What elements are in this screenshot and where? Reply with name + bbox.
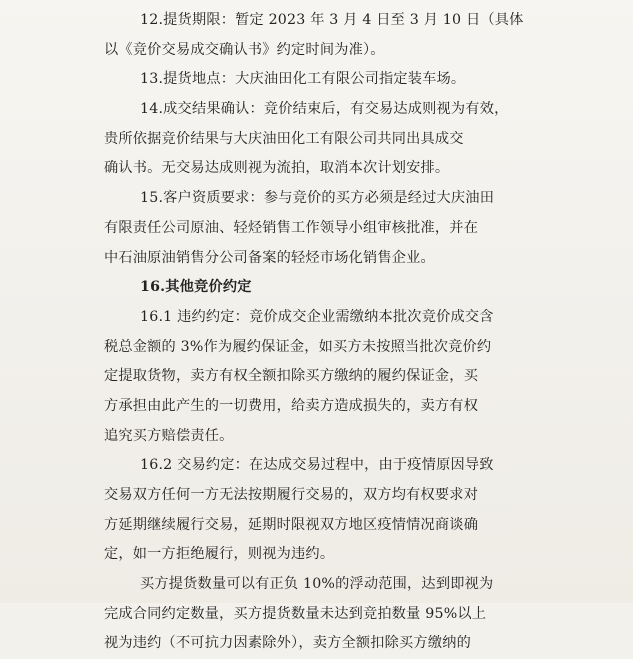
text-line: 贵所依据竞价结果与大庆油田化工有限公司共同出具成交 <box>104 130 464 147</box>
text-line: 16.2 交易约定：在达成交易过程中，由于疫情原因导致 <box>140 457 494 474</box>
text-line: 视为违约（不可抗力因素除外），卖方全额扣除买方缴纳的 <box>104 635 471 652</box>
text-line: 税总金额的 3%作为履约保证金，如买方未按照当批次竞价约 <box>104 338 492 355</box>
text-line: 以《竞价交易成交确认书》约定时间为准）。 <box>104 41 385 58</box>
text-line: 交易双方任何一方无法按期履行交易的，双方均有权要求对 <box>104 487 479 503</box>
text-line: 14.成交结果确认：竞价结束后，有交易达成则视为有效， <box>140 101 509 118</box>
text-line: 方承担由此产生的一切费用，给卖方造成损失的，卖方有权 <box>104 397 479 414</box>
text-line: 完成合同约定数量，买方提货数量未达到竞拍数量 95%以上 <box>104 605 487 622</box>
section-heading: 16.其他竞价约定 <box>140 279 252 296</box>
text-line: 追究买方赔偿责任。 <box>104 427 234 444</box>
text-line: 方延期继续履行交易，延期时限视双方地区疫情情况商谈确 <box>104 516 479 533</box>
text-line: 定提取货物，卖方有权全额扣除买方缴纳的履约保证金，买 <box>104 368 479 385</box>
text-line: 15.客户资质要求：参与竞价的买方必须是经过大庆油田 <box>140 190 495 207</box>
document-body <box>104 6 524 659</box>
text-line: 定，如一方拒绝履行，则视为违约。 <box>104 546 335 563</box>
text-line: 买方提货数量可以有正负 10%的浮动范围，达到即视为 <box>140 576 494 593</box>
text-line: 16.1 违约约定：竞价成交企业需缴纳本批次竞价成交含 <box>140 308 494 325</box>
text-line: 13.提货地点：大庆油田化工有限公司指定装车场。 <box>140 71 466 88</box>
text-line: 12.提货期限：暂定 2023 年 3 月 4 日至 3 月 10 日（具体 <box>140 12 524 28</box>
text-line: 中石油原油销售分公司备案的轻烃市场化销售企业。 <box>104 249 435 266</box>
text-line: 确认书。无交易达成则视为流拍，取消本次计划安排。 <box>104 160 450 177</box>
text-line: 有限责任公司原油、轻烃销售工作领导小组审核批准，并在 <box>104 219 479 236</box>
